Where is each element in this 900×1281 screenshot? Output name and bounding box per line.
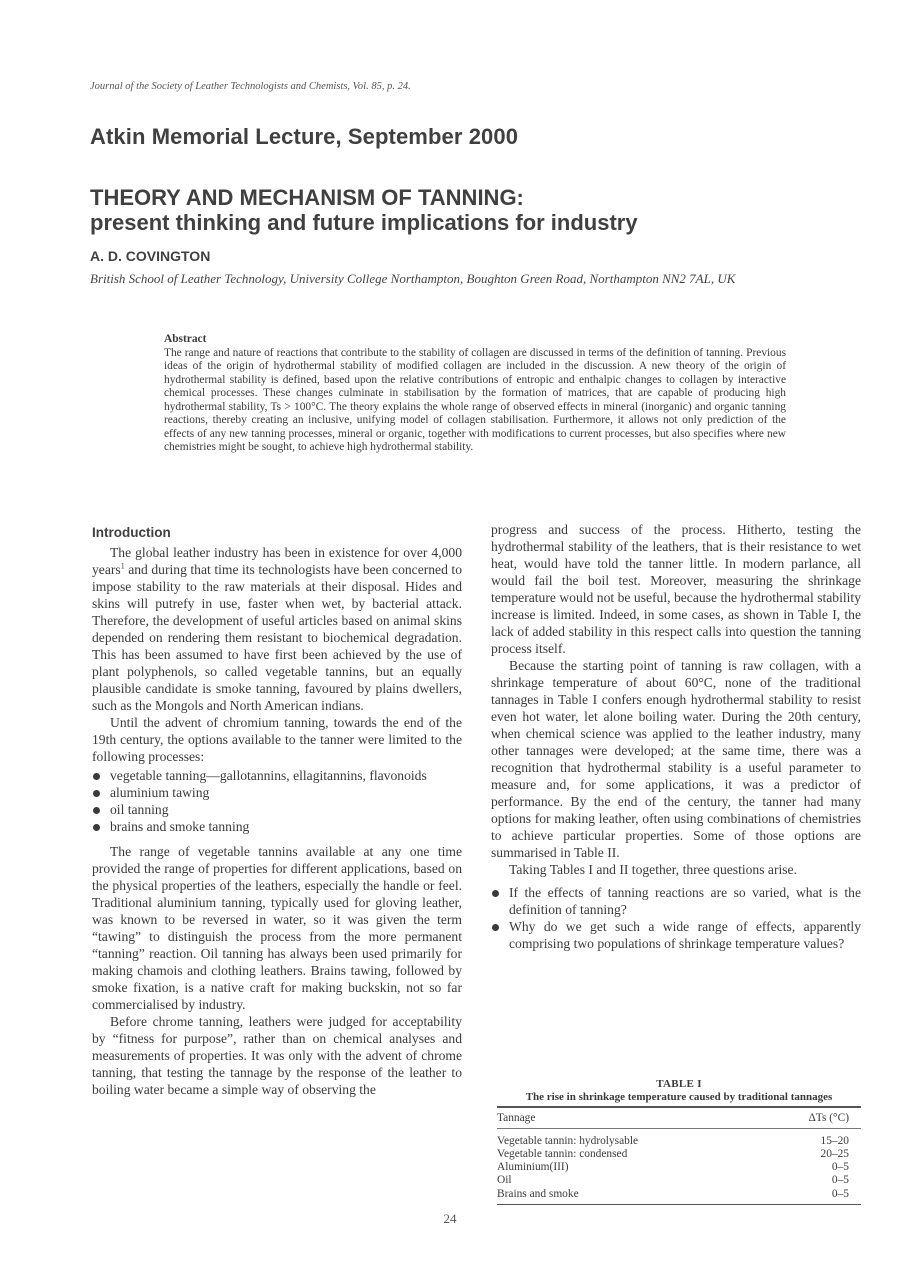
- table-bottom-rule: [497, 1204, 861, 1206]
- bullet-icon: [492, 924, 499, 931]
- table-1: [497, 1078, 861, 1205]
- column-header-tannage: Tannage: [497, 1111, 536, 1124]
- section-heading-introduction: Introduction: [92, 525, 171, 540]
- paragraph-text: and during that time its technologists have been concerned to impose stability to the raw materials at their disposal. Hides and skins will putrefy in use, faster when wet, by bacterial attack. Therefore, the development of useful articles based on animal skins depended on rendering them resistant to biochemical degradation. This has been assumed to have first been achieved by the use of plant polyphenols, so called vegetable tannins, but an equally plausible candidate is smoke tanning, favoured by plains dwellers, such as the Mongols and North American indians.: [92, 562, 462, 713]
- bullet-icon: [93, 824, 100, 831]
- table-cell: Vegetable tannin: condensed: [497, 1147, 628, 1160]
- paragraph: [92, 544, 462, 714]
- list-item-text: aluminium tawing: [110, 785, 210, 800]
- paragraph: progress and success of the process. Hitherto, testing the hydrothermal stability of the leathers, that is their resistance to wet heat, would have told the tanner little. In modern parlance, all would fail the boil test. Moreover, measuring the shrinkage temperature would not be useful, because the hydrothermal stability increase is limited. Indeed, in some cases, as shown in Table I, the lack of added stability in this respect calls into question the tanning process itself.: [491, 522, 861, 656]
- table-cell: 0–5: [831, 1187, 849, 1200]
- bullet-icon: [93, 807, 100, 814]
- footnote-ref: 1: [120, 561, 125, 571]
- table-1-grid: [497, 1108, 861, 1204]
- abstract-text: The range and nature of reactions that contribute to the stability of collagen are discussed in terms of the definition of tanning. Previous ideas of the origin of hydrothermal stability of modified collagen are included in the discussion. A new theory of the origin of hydrothermal stability is defined, based upon the relative contributions of entropic and enthalpic changes to collagen by interactive chemical processes. These changes culminate in stabilisation by the formation of matrices, that are capable of producing high hydrothermal stability, Ts > 100°C. The theory explains the whole range of observed effects in mineral (inorganic) and organic tanning reactions, thereby creating an inclusive, unifying model of collagen stabilisation. Furthermore, it allows not only prediction of the effects of any new tanning processes, mineral or organic, together with modifications to current processes, but also specifies where new chemistries might be sought, to achieve high hydrothermal stability.: [164, 346, 786, 453]
- table-cell: Oil: [497, 1174, 512, 1187]
- table-cell: 0–5: [831, 1161, 849, 1174]
- bullet-icon: [93, 790, 100, 797]
- bullet-icon: [492, 890, 499, 897]
- tanning-process-list: [92, 767, 462, 835]
- list-item-text: oil tanning: [110, 802, 169, 817]
- journal-citation: Journal of the Society of Leather Technologists and Chemists, Vol. 85, p. 24.: [90, 81, 411, 92]
- list-item-text: Why do we get such a wide range of effects, apparently comprising two populations of shrinkage temperature values?: [509, 919, 861, 951]
- list-item: [491, 884, 861, 918]
- list-item: [92, 767, 462, 784]
- table-header-row: [497, 1108, 861, 1128]
- paper-subtitle: present thinking and future implications for industry: [90, 210, 638, 235]
- page-number: 24: [443, 1211, 457, 1226]
- lecture-title: Atkin Memorial Lecture, September 2000: [90, 124, 519, 149]
- list-item-text: vegetable tanning—gallotannins, ellagitannins, flavonoids: [110, 768, 427, 783]
- list-item: [92, 818, 462, 835]
- table-row: [497, 1188, 861, 1204]
- paragraph: Before chrome tanning, leathers were judged for acceptability by “fitness for purpose”, rather than on chemical analyses and measurements of properties. It was only with the advent of chrome tanning, that testing the tannage by the response of the leather to boiling water became a simple way of observing the: [92, 1014, 462, 1097]
- right-column: [491, 521, 861, 960]
- list-item: [92, 801, 462, 818]
- table-caption: The rise in shrinkage temperature caused by traditional tannages: [525, 1091, 833, 1103]
- paragraph: The range of vegetable tannins available at any one time provided the range of properties for different applications, based on the physical properties of the leathers, especially the handle or feel. Traditional aluminium tanning, typically used for gloving leather, was known to be reversed in water, so it was given the term “tawing” to distinguish the process from the more permanent “tanning” reaction. Oil tanning has always been used primarily for making chamois and clothing leathers. Brains tawing, followed by smoke fixation, is a native craft for making buckskin, not so far commercialised by industry.: [92, 844, 462, 1012]
- list-item-text: brains and smoke tanning: [110, 819, 250, 834]
- table-cell: 20–25: [820, 1147, 849, 1160]
- paragraph: Taking Tables I and II together, three questions arise.: [509, 862, 797, 877]
- table-cell: Aluminium(III): [497, 1161, 569, 1174]
- table-row: [497, 1129, 861, 1148]
- table-cell: 0–5: [831, 1174, 849, 1187]
- abstract-heading: Abstract: [164, 333, 207, 345]
- paragraph: Until the advent of chromium tanning, towards the end of the 19th century, the options available to the tanner were limited to the following processes:: [92, 715, 462, 764]
- table-cell: 15–20: [820, 1134, 849, 1147]
- questions-list: [491, 884, 861, 952]
- table-cell: Vegetable tannin: hydrolysable: [497, 1134, 639, 1147]
- table-label: TABLE I: [656, 1078, 702, 1090]
- list-item-text: If the effects of tanning reactions are so varied, what is the definition of tanning?: [509, 885, 861, 917]
- table-cell: Brains and smoke: [497, 1187, 579, 1200]
- column-header-delta-ts: ΔTs (°C): [808, 1111, 849, 1124]
- author-name: A. D. COVINGTON: [90, 248, 211, 264]
- left-column: [92, 521, 462, 1098]
- list-item: [491, 918, 861, 952]
- author-affiliation: British School of Leather Technology, University College Northampton, Boughton Green Road, Northampton NN2 7AL, UK: [90, 271, 736, 286]
- table-row: [497, 1161, 861, 1174]
- paragraph-text: The global leather industry has been in existence for over 4,000 years: [92, 545, 462, 577]
- table-row: [497, 1174, 861, 1187]
- abstract: [164, 333, 786, 455]
- list-item: [92, 784, 462, 801]
- bullet-icon: [93, 773, 100, 780]
- table-row: [497, 1148, 861, 1161]
- paper-title: THEORY AND MECHANISM OF TANNING:: [90, 185, 524, 210]
- paragraph: Because the starting point of tanning is raw collagen, with a shrinkage temperature of about 60°C, none of the traditional tannages in Table I confers enough hydrothermal stability to resist even hot water, let alone boiling water. During the 20th century, when chemical science was applied to the leather industry, many other tannages were developed; at the same time, there was a recognition that hydrothermal stability is a useful parameter to measure and, for some applications, it was a predictor of performance. By the end of the century, the tanner had many options for making leather, often using combinations of chemistries to achieve particular properties. Some of those options are summarised in Table II.: [491, 658, 861, 860]
